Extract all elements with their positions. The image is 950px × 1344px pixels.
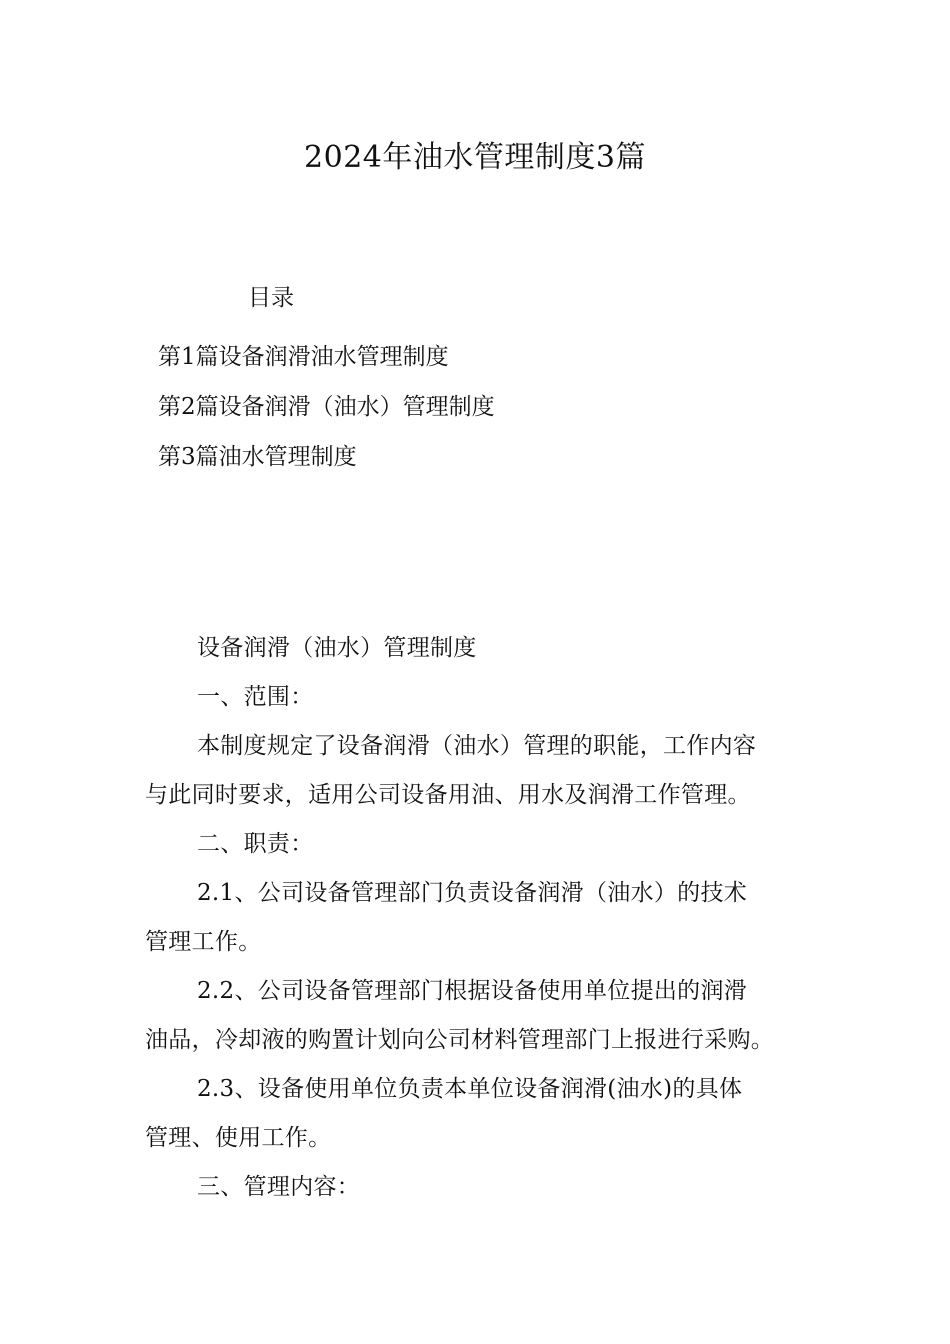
paragraph-line: 本制度规定了设备润滑（油水）管理的职能，工作内容 [197,733,757,759]
heading-scope: 一、范围： [197,684,314,710]
document-body [145,624,820,1212]
section-title: 设备润滑（油水）管理制度 [197,635,477,661]
heading-duties: 二、职责： [197,831,314,857]
paragraph-line: 油品，冷却液的购置计划向公司材料管理部门上报进行采购。 [145,1027,775,1053]
toc-heading: 目录 [248,285,294,311]
paragraph-line: 2.1、公司设备管理部门负责设备润滑（油水）的技术 [197,880,748,906]
paragraph-line: 与此同时要求，适用公司设备用油、用水及润滑工作管理。 [145,782,751,808]
document-title: 2024年油水管理制度3篇 [304,140,646,175]
paragraph-line: 管理工作。 [145,929,262,955]
toc-item: 第3篇油水管理制度 [158,444,357,470]
toc-item: 第2篇设备润滑（油水）管理制度 [158,394,495,420]
paragraph-line: 2.2、公司设备管理部门根据设备使用单位提出的润滑 [197,978,748,1004]
toc-item: 第1篇设备润滑油水管理制度 [158,344,449,370]
toc-list [158,332,495,482]
heading-management: 三、管理内容： [197,1174,361,1200]
paragraph-line: 管理、使用工作。 [145,1125,332,1151]
paragraph-line: 2.3、设备使用单位负责本单位设备润滑(油水)的具体 [197,1076,743,1102]
